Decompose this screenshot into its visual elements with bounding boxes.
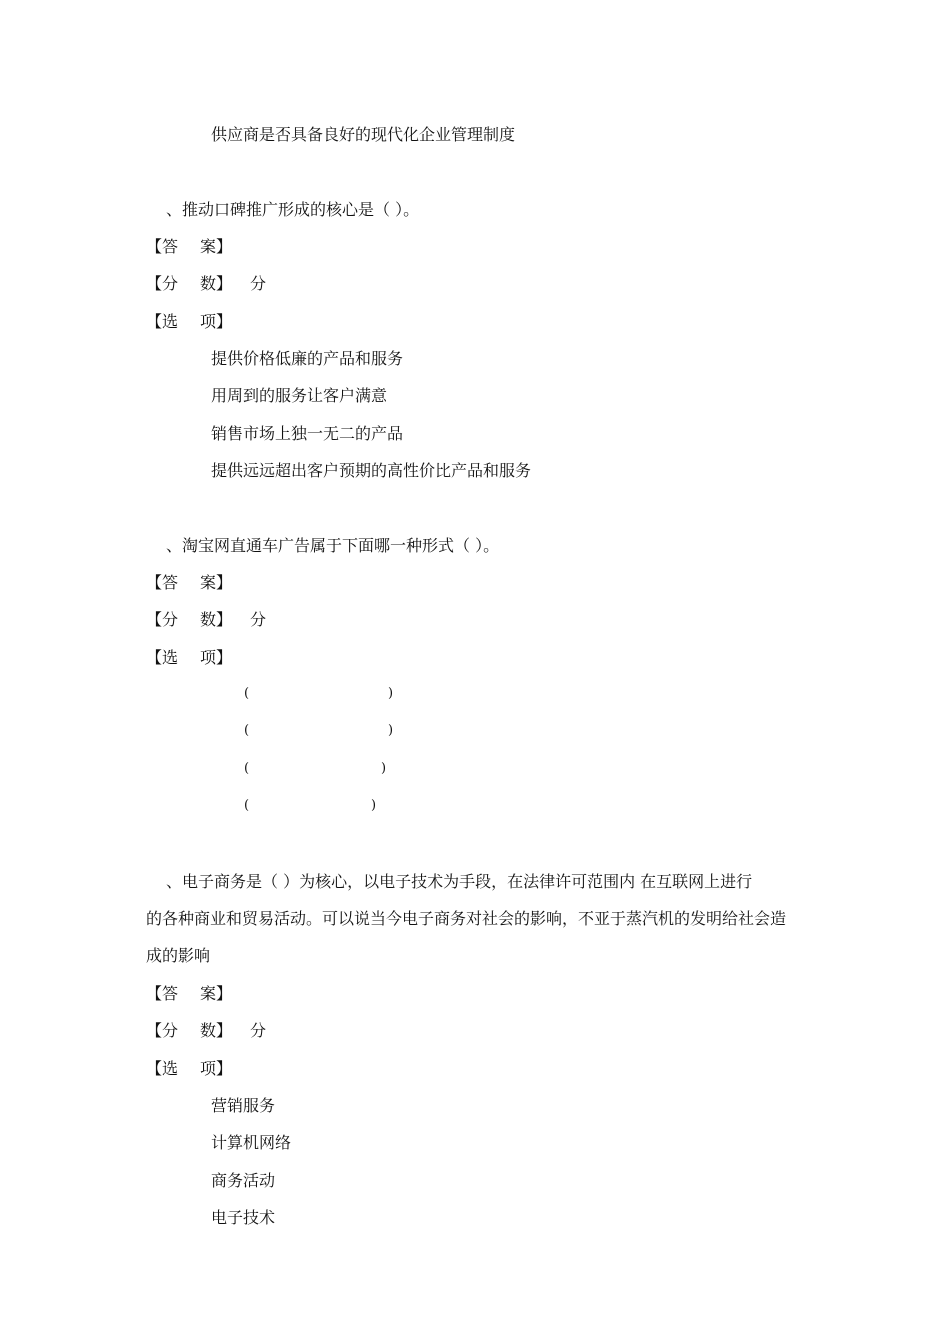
question-stem: 、推动口碑推广形成的核心是（ ）。	[166, 200, 420, 219]
options-label: 【选 项】	[146, 312, 233, 331]
question-stem: 的各种商业和贸易活动。可以说当今电子商务对社会的影响，不亚于蒸汽机的发明给社会造	[146, 909, 787, 928]
option-text: 用周到的服务让客户满意	[211, 386, 388, 405]
option-text: 供应商是否具备良好的现代化企业管理制度	[211, 125, 516, 144]
question-stem: 成的影响	[146, 946, 211, 965]
option-paren-close: )	[388, 686, 394, 701]
score-label: 【分 数】 分	[146, 610, 267, 629]
option-text: 提供价格低廉的产品和服务	[211, 349, 404, 368]
answer-label: 【答 案】	[146, 573, 233, 592]
options-label: 【选 项】	[146, 648, 233, 667]
option-text: 销售市场上独一无二的产品	[211, 424, 404, 443]
option-paren-open: (	[244, 761, 250, 776]
question-stem: 、淘宝网直通车广告属于下面哪一种形式（ ）。	[166, 536, 500, 555]
score-unit: 分	[250, 610, 267, 629]
question-stem: 、电子商务是（ ）为核心，以电子技术为手段，在法律许可范围内 在互联网上进行	[166, 872, 753, 891]
option-text: 商务活动	[211, 1171, 276, 1190]
option-paren-open: (	[244, 686, 250, 701]
option-paren-close: )	[381, 761, 387, 776]
score-unit: 分	[250, 1021, 267, 1040]
score-unit: 分	[250, 274, 267, 293]
option-text: 营销服务	[211, 1096, 276, 1115]
score-label: 【分 数】 分	[146, 274, 267, 293]
option-paren-open: (	[244, 723, 250, 738]
option-paren-open: (	[244, 798, 250, 813]
option-paren-close: )	[371, 798, 377, 813]
answer-label: 【答 案】	[146, 984, 233, 1003]
option-text: 提供远远超出客户预期的高性价比产品和服务	[211, 461, 532, 480]
options-label: 【选 项】	[146, 1059, 233, 1078]
answer-label: 【答 案】	[146, 237, 233, 256]
option-text: 电子技术	[211, 1208, 276, 1227]
score-label: 【分 数】 分	[146, 1021, 267, 1040]
option-text: 计算机网络	[211, 1133, 292, 1152]
option-paren-close: )	[388, 723, 394, 738]
